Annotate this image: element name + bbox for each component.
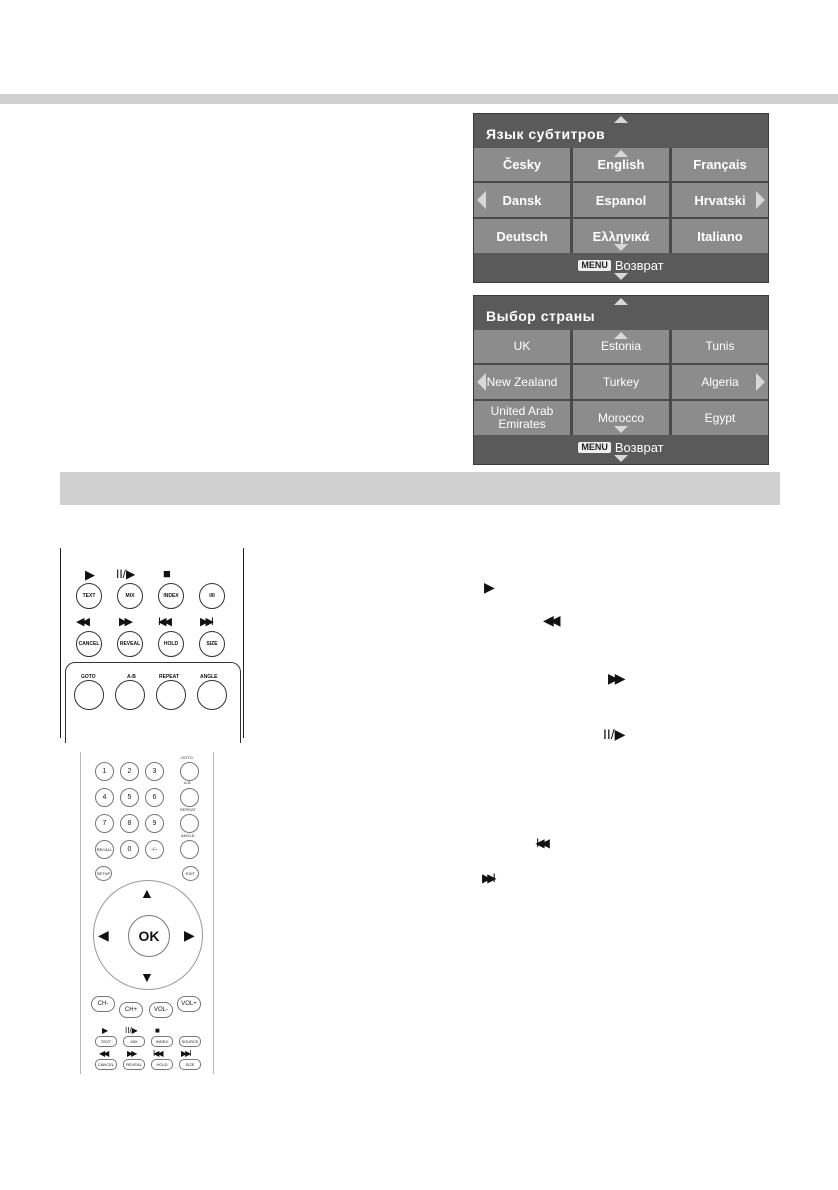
hold-button[interactable]: HOLD: [158, 631, 184, 657]
down-arrow-icon: [614, 455, 628, 462]
country-option[interactable]: Egypt: [672, 401, 768, 435]
volume-down-button[interactable]: VOL-: [149, 1002, 173, 1018]
remote-closeup: [60, 548, 244, 738]
subtitle-menu-title: Язык субтитров: [486, 126, 606, 142]
next-icon: ▶▶I: [482, 871, 492, 885]
play-icon: ▶: [484, 579, 495, 595]
reveal-button[interactable]: REVEAL: [117, 631, 143, 657]
repeat-label: REPEAT: [180, 807, 196, 812]
subtitle-menu-footer: [474, 255, 768, 275]
repeat-label: REPEAT: [159, 674, 179, 680]
country-option[interactable]: Turkey: [573, 365, 669, 399]
prev-icon: I◀◀: [536, 836, 546, 850]
language-option[interactable]: Dansk: [474, 183, 570, 217]
stop-icon: ■: [163, 566, 171, 581]
goto-label: GOTO: [181, 755, 193, 760]
scroll-left-icon: [477, 191, 486, 209]
digit-button[interactable]: 1: [95, 762, 114, 781]
country-option[interactable]: UK: [474, 330, 570, 363]
back-label: Возврат: [614, 439, 664, 455]
ok-button[interactable]: OK: [128, 915, 170, 957]
size-button[interactable]: SIZE: [179, 1059, 201, 1070]
country-option[interactable]: Morocco: [573, 401, 669, 435]
up-arrow-icon: [614, 298, 628, 305]
text-button[interactable]: TEXT: [95, 1036, 117, 1047]
index-button[interactable]: INDEX: [151, 1036, 173, 1047]
country-option[interactable]: New Zealand: [474, 365, 570, 399]
country-option[interactable]: United Arab Emirates: [474, 401, 570, 435]
next-icon: ▶▶I: [181, 1049, 190, 1058]
digit-button[interactable]: 0: [120, 840, 139, 859]
section-bar: [60, 472, 780, 505]
forward-icon: ▶▶: [608, 670, 622, 686]
subtitle-language-menu: [473, 113, 769, 283]
language-option[interactable]: Italiano: [672, 219, 768, 253]
goto-label: GOTO: [81, 674, 96, 680]
ab-button[interactable]: [115, 680, 145, 710]
play-icon: ▶: [102, 1026, 109, 1035]
language-option[interactable]: Deutsch: [474, 219, 570, 253]
setup-button[interactable]: SETUP: [95, 866, 112, 881]
text-button[interactable]: TEXT: [76, 583, 102, 609]
nav-up-icon[interactable]: ▲: [140, 885, 154, 901]
ab-label: A-B: [184, 780, 191, 785]
prev-icon: I◀◀: [153, 1049, 162, 1058]
size-button[interactable]: SIZE: [199, 631, 225, 657]
back-label: Возврат: [614, 257, 664, 273]
scroll-down-icon: [614, 244, 628, 251]
index-button[interactable]: INDEX: [158, 583, 184, 609]
country-grid: [474, 330, 768, 435]
pause-play-icon: II/▶: [125, 1026, 138, 1035]
menu-key-icon: MENU: [578, 442, 611, 453]
digit-button[interactable]: 3: [145, 762, 164, 781]
angle-button[interactable]: [180, 840, 199, 859]
scroll-down-icon: [614, 426, 628, 433]
scroll-right-icon: [756, 373, 765, 391]
volume-up-button[interactable]: VOL+: [177, 996, 201, 1012]
digit-button[interactable]: 2: [120, 762, 139, 781]
hold-button[interactable]: HOLD: [151, 1059, 173, 1070]
ab-label: A-B: [127, 674, 136, 680]
nav-down-icon[interactable]: ▼: [140, 969, 154, 985]
angle-label: ANGLE: [181, 833, 195, 838]
next-icon: ▶▶I: [200, 616, 211, 628]
subtitle-language-grid: [474, 148, 768, 253]
language-option[interactable]: Français: [672, 148, 768, 181]
header-band: [0, 94, 838, 104]
repeat-button[interactable]: [180, 814, 199, 833]
ab-button[interactable]: [180, 788, 199, 807]
play-icon: ▶: [85, 567, 95, 582]
scroll-right-icon: [756, 191, 765, 209]
country-option[interactable]: Algeria: [672, 365, 768, 399]
up-arrow-icon: [614, 116, 628, 123]
source-button[interactable]: SOURCE: [179, 1036, 201, 1047]
country-menu-title: Выбор страны: [486, 308, 596, 324]
audio-button[interactable]: I/II: [199, 583, 225, 609]
language-option[interactable]: Česky: [474, 148, 570, 181]
country-menu: [473, 295, 769, 465]
pause-play-icon: II/▶: [116, 567, 136, 581]
pause-play-icon: II/▶: [603, 726, 626, 742]
forward-icon: ▶▶: [127, 1049, 136, 1058]
remote-full: [80, 752, 214, 1074]
mix-button[interactable]: MIX: [123, 1036, 145, 1047]
rewind-icon: ◀◀: [99, 1049, 108, 1058]
digit-mode-button[interactable]: -/--: [145, 840, 164, 859]
cancel-button[interactable]: CANCEL: [95, 1059, 117, 1070]
scroll-up-icon: [614, 150, 628, 157]
language-option[interactable]: Hrvatski: [672, 183, 768, 217]
angle-button[interactable]: [197, 680, 227, 710]
channel-down-button[interactable]: CH-: [91, 996, 115, 1012]
country-menu-footer: [474, 437, 768, 457]
goto-button[interactable]: [74, 680, 104, 710]
recall-button[interactable]: RECALL: [95, 840, 114, 859]
rewind-icon: ◀◀: [76, 616, 87, 628]
exit-button[interactable]: EXIT: [182, 866, 199, 881]
digit-button[interactable]: 8: [120, 814, 139, 833]
forward-icon: ▶▶: [119, 616, 130, 628]
angle-label: ANGLE: [200, 674, 218, 680]
digit-button[interactable]: 4: [95, 788, 114, 807]
language-option[interactable]: Ελληνικά: [573, 219, 669, 253]
channel-up-button[interactable]: CH+: [119, 1002, 143, 1018]
goto-button[interactable]: [180, 762, 199, 781]
menu-key-icon: MENU: [578, 260, 611, 271]
repeat-button[interactable]: [156, 680, 186, 710]
language-option[interactable]: Espanol: [573, 183, 669, 217]
cancel-button[interactable]: CANCEL: [76, 631, 102, 657]
nav-left-icon[interactable]: ◀: [98, 927, 109, 943]
digit-button[interactable]: 7: [95, 814, 114, 833]
digit-button[interactable]: 6: [145, 788, 164, 807]
scroll-up-icon: [614, 332, 628, 339]
navigation-pad: [93, 880, 203, 990]
rewind-icon: ◀◀: [543, 612, 557, 628]
mix-button[interactable]: MIX: [117, 583, 143, 609]
digit-button[interactable]: 9: [145, 814, 164, 833]
country-option[interactable]: Tunis: [672, 330, 768, 363]
scroll-left-icon: [477, 373, 486, 391]
down-arrow-icon: [614, 273, 628, 280]
reveal-button[interactable]: REVEAL: [123, 1059, 145, 1070]
prev-icon: I◀◀: [158, 616, 169, 628]
stop-icon: ■: [155, 1026, 160, 1035]
country-option[interactable]: Estonia: [573, 330, 669, 363]
nav-right-icon[interactable]: ▶: [184, 927, 195, 943]
digit-button[interactable]: 5: [120, 788, 139, 807]
language-option[interactable]: English: [573, 148, 669, 181]
